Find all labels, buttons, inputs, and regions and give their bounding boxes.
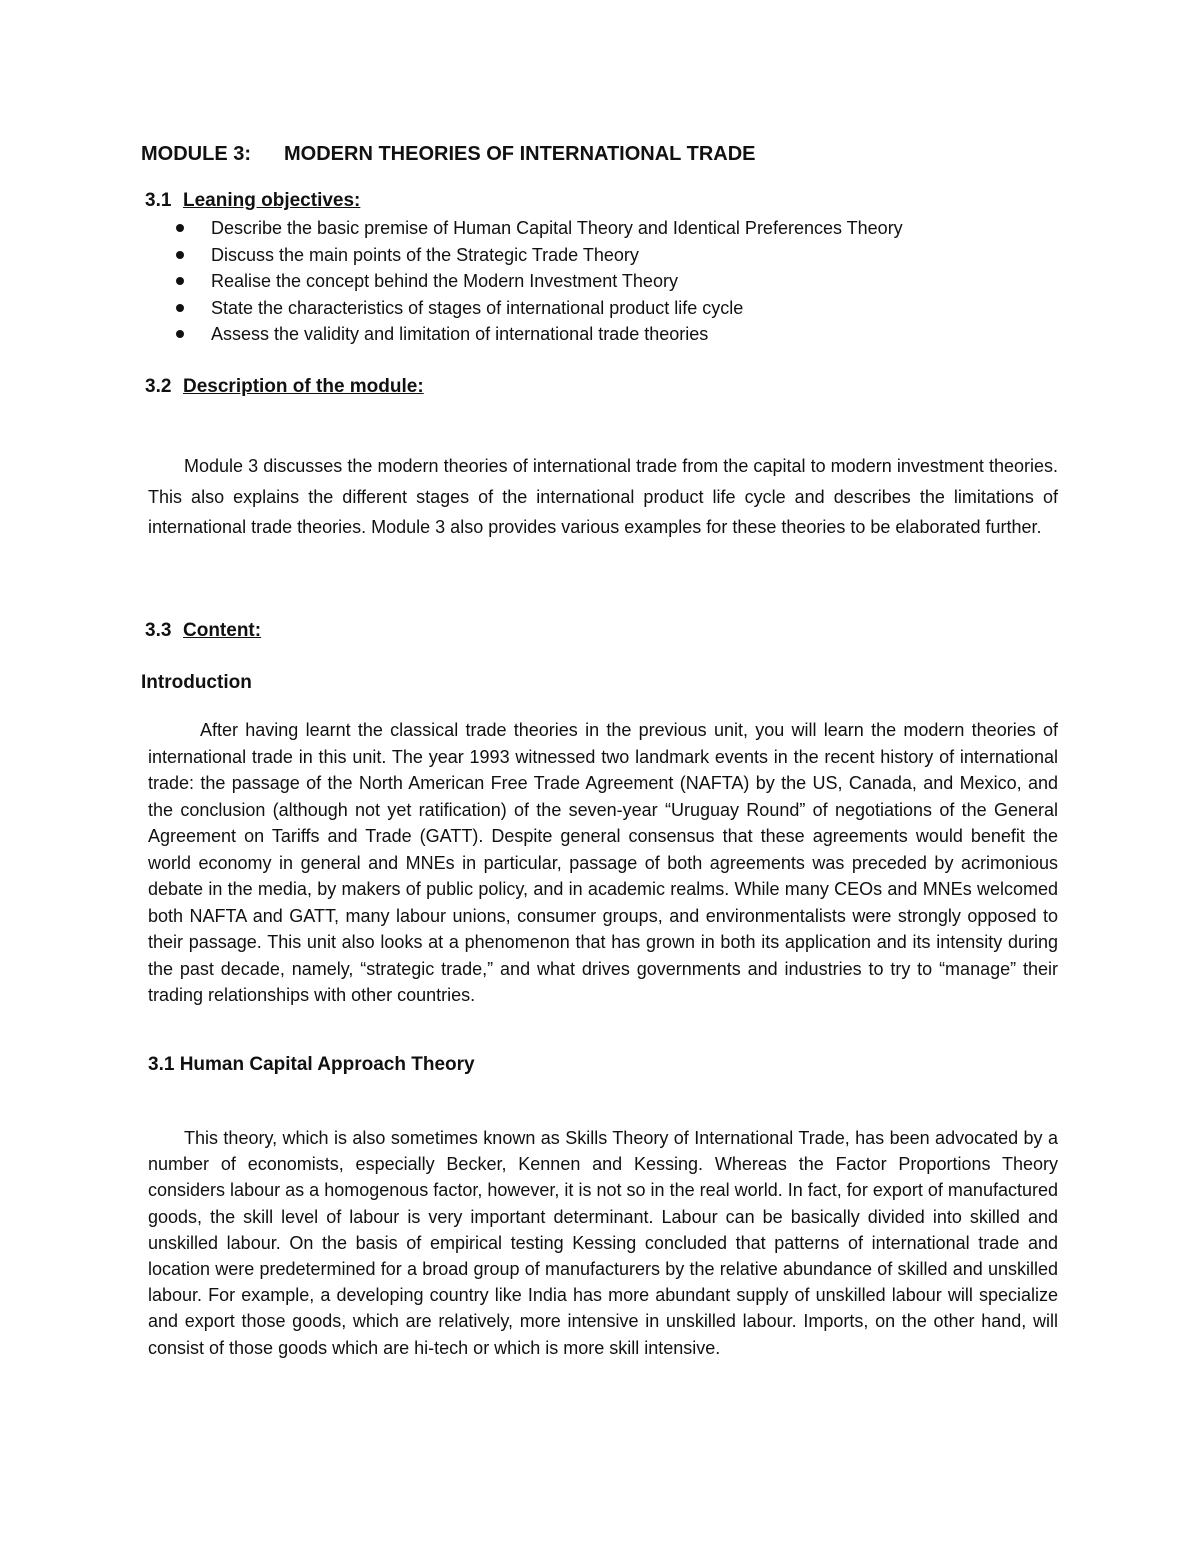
objective-text: Assess the validity and limitation of international trade theories [211,324,709,344]
human-capital-paragraph [148,1125,1058,1361]
list-item [176,244,903,271]
content-heading [145,620,261,642]
list-item [176,323,903,350]
paragraph-text: This theory, which is also sometimes known as Skills Theory of International Trade, has been advocated by a number of economists, especially Becker, Kennen and Kessing. Whereas the Factor Proportions Theory considers labour as a homogenous factor, however, it is not so in the real world. In fact, for export of manufactured goods, the skill level of labour is very important determinant. Labour can be basically divided into skilled and unskilled labour. On the basis of empirical testing Kessing concluded that patterns of international trade and location were predetermined for a broad group of manufacturers by the relative abundance of skilled and unskilled labour. For example, a developing country like India has more abundant supply of unskilled labour will specialize and export those goods, which are relatively, more intensive in unskilled labour. Imports, on the other hand, will consist of those goods which are hi-tech or which is more skill intensive. [148,1128,1058,1358]
module-title [141,143,251,166]
section-number: 3.2 [145,376,172,397]
module-title-text [284,143,755,166]
introduction-heading: Introduction [141,672,252,693]
list-item [176,297,903,324]
human-capital-heading: 3.1 Human Capital Approach Theory [148,1054,475,1075]
paragraph-text: Module 3 discusses the modern theories of international trade from the capital to modern investment theories. This also explains the different stages of the international product life cycle and describes the limitations of international trade theories. Module 3 also provides various examples for these theories to be elaborated further. [148,456,1058,537]
bullet-icon [176,224,184,232]
section-label: Description of the module: [183,376,424,397]
description-paragraph [148,451,1058,543]
description-heading [145,376,424,398]
bullet-icon [176,304,184,312]
objective-text: Discuss the main points of the Strategic Trade Theory [211,244,639,265]
introduction-paragraph [148,717,1058,1009]
section-number: 3.1 [145,190,172,211]
list-item [176,270,903,297]
module-label: MODULE 3: [141,143,251,165]
objective-text: State the characteristics of stages of international product life cycle [211,297,744,318]
bullet-icon [176,277,184,285]
section-number: 3.3 [145,620,172,641]
objective-text: Describe the basic premise of Human Capital Theory and Identical Preferences Theory [211,218,903,238]
objectives-list [176,217,903,350]
module-name: MODERN THEORIES OF INTERNATIONAL TRADE [284,143,756,165]
bullet-icon [176,251,184,259]
paragraph-text: After having learnt the classical trade theories in the previous unit, you will learn the modern theories of international trade in this unit. The year 1993 witnessed two landmark events in the recent history of international trade: the passage of the North American Free Trade Agreement (NAFTA) by the US, Canada, and Mexico, and the conclusion (although not yet ratification) of the seven-year “Uruguay Round” of negotiations of the General Agreement on Tariffs and Trade (GATT). Despite general consensus that these agreements would benefit the world economy in general and MNEs in particular, passage of both agreements was preceded by acrimonious debate in the media, by makers of public policy, and in academic realms. While many CEOs and MNEs welcomed both NAFTA and GATT, many labour unions, consumer groups, and environmentalists were strongly opposed to their passage. This unit also looks at a phenomenon that has grown in both its application and its intensity during the past decade, namely, “strategic trade,” and what drives governments and industries to try to “manage” their trading relationships with other countries. [148,720,1058,1005]
list-item [176,217,903,244]
objective-text: Realise the concept behind the Modern Investment Theory [211,271,678,291]
objectives-heading [145,190,360,212]
section-label: Leaning objectives: [183,190,361,211]
bullet-icon [176,330,184,338]
section-label: Content: [183,620,262,641]
